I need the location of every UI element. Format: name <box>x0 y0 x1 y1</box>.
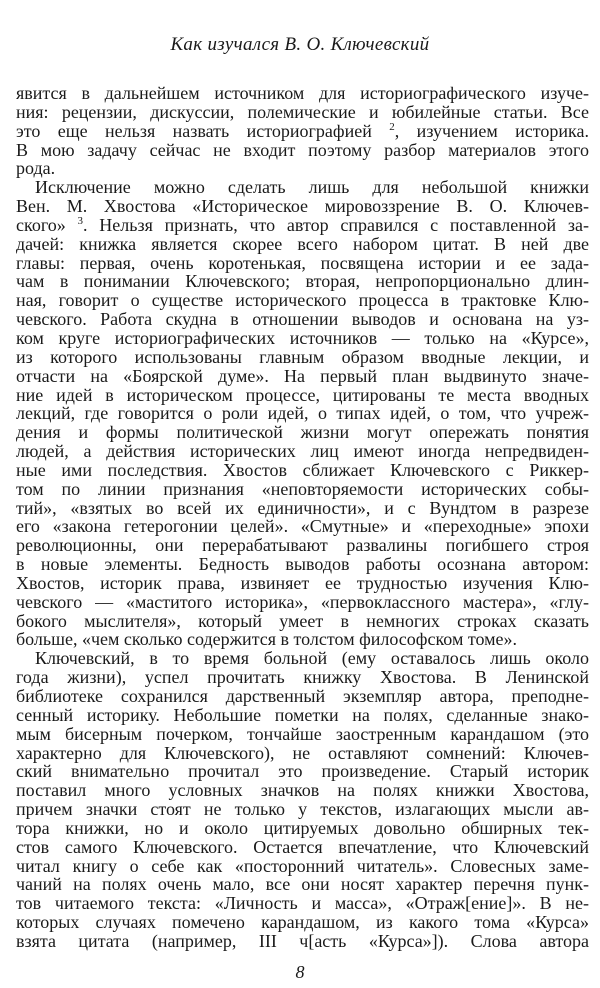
text-line: тий», «взятых во всей их единичности», и с Вундтом в разрезе <box>16 497 589 518</box>
body-text <box>16 84 589 951</box>
text-line: года жизни), успел прочитать книжку Хвостова. В Ленинской <box>16 667 589 688</box>
text-line: стов самого Ключевского. Остается впечатление, что Ключевский <box>16 836 589 857</box>
footnote-marker[interactable]: 3 <box>77 214 84 227</box>
text-line: явится в дальнейшем источником для историографического изуче- <box>16 83 589 103</box>
text-line: Исключение можно сделать лишь для небольшой книжки <box>35 177 589 198</box>
text-line: в новые элементы. Бедность выводов работы осознана автором: <box>16 554 589 575</box>
text-line: чам в понимании Ключевского; вторая, непропорционально длин- <box>16 271 589 292</box>
text-line: ния: рецензии, дискуссии, полемические и юбилейные статьи. Все <box>16 101 589 122</box>
paragraph <box>16 84 589 178</box>
text-line: библиотеке сохранился дарственный экземпляр автора, преподне- <box>16 686 589 706</box>
text-line: том по линии признания «неповторяемости исторических собы- <box>16 478 589 499</box>
text-line: тора книжки, но и около цитируемых довольно обширных тек- <box>16 817 589 838</box>
text-line: людей, а действия исторических лиц имеют иногда непредвиден- <box>16 441 589 462</box>
text-line: больше, «чем сколько содержится в толстом философском томе». <box>16 629 517 650</box>
paragraph <box>16 649 589 951</box>
text-line: бокого мыслителя», который умеет в немногих строках сказать <box>16 610 589 631</box>
text-line: мым бисерным почерком, тончайше заостренным карандашом (это <box>16 723 589 744</box>
text-line: отчасти на «Боярской думе». На первый план выдвинуто значе- <box>16 365 589 386</box>
line-text: . Нельзя признать, что автор справился с поставленной за- <box>83 214 589 235</box>
footnote-marker[interactable]: 2 <box>389 120 395 133</box>
text-line: революционны, они перерабатывают развалины погибшего строя <box>16 535 589 556</box>
running-title: Как изучался В. О. Ключевский <box>170 34 430 55</box>
page-number: 8 <box>295 962 305 982</box>
text-line: сенный историку. Небольшие пометки на полях, сделанные знако- <box>16 704 589 725</box>
text-line: главы: первая, очень коротенькая, посвящена истории и ее зада- <box>16 252 589 273</box>
text-line: характерно для Ключевского), не оставляют сомнений: Ключев- <box>16 742 589 763</box>
text-line: ский внимательно прочитал это произведение. Старый историк <box>16 761 589 782</box>
text-line: дачей: книжка является скорее всего набором цитат. В ней две <box>16 233 589 254</box>
line-text: , изучением историка. <box>394 120 589 141</box>
text-line: ные ими последствия. Хвостов сближает Ключевского с Риккер- <box>16 459 589 480</box>
text-line: дения и формы политической жизни могут опережать понятия <box>16 422 589 443</box>
text-line: из которого использованы главным образом вводные лекции, и <box>16 346 589 367</box>
line-text: ского» <box>16 214 66 235</box>
text-line: его «закона гетерогонии целей». «Смутные» и «переходные» эпохи <box>16 516 589 537</box>
text-line: поставил много условных значков на полях книжки Хвостова, <box>16 780 589 801</box>
text-line: чевского. Работа скудна в отношении выводов и основана на уз- <box>16 309 589 330</box>
text-line: Хвостов, историк права, извиняет ее трудностью изучения Клю- <box>16 572 589 593</box>
text-line: Ключевский, в то время больной (ему оставалось лишь около <box>35 648 589 669</box>
text-line <box>16 216 589 235</box>
text-line: ком круге историографических источников — только на «Курсе», <box>16 327 589 348</box>
text-line: ние идей в историческом процессе, цитированы те места вводных <box>16 384 589 405</box>
text-line <box>16 122 589 141</box>
text-line: лекций, где говорится о роли идей, о типах идей, о том, что учреж- <box>16 403 589 424</box>
text-line: ная, говорит о существе исторического процесса в трактовке Клю- <box>16 290 589 311</box>
line-text: это еще нельзя назвать историографией <box>16 120 372 141</box>
paragraph <box>16 178 589 649</box>
text-line: причем значки стоят не только у текстов, излагающих мысли ав- <box>16 799 589 820</box>
text-line: Вен. М. Хвостова «Историческое мировоззрение В. О. Ключев- <box>16 196 589 217</box>
text-line: которых случаях помечено карандашом, из какого тома «Курса» <box>16 912 589 933</box>
text-line: взята цитата (например, III ч[асть «Курса»]). Слова автора <box>16 930 589 951</box>
text-line: читал книгу о себе как «посторонний читатель». Словесных заме- <box>16 855 589 876</box>
text-line: чаний на полях очень мало, все они носят характер перечня пунк- <box>16 874 589 895</box>
text-line: чевского — «маститого историка», «первоклассного мастера», «глу- <box>16 591 589 612</box>
text-line: тов читаемого текста: «Личность и масса», «Отраж[ение]». В не- <box>16 893 589 914</box>
text-line: В мою задачу сейчас не входит поэтому разбор материалов этого <box>16 139 589 160</box>
text-line: рода. <box>16 158 56 179</box>
